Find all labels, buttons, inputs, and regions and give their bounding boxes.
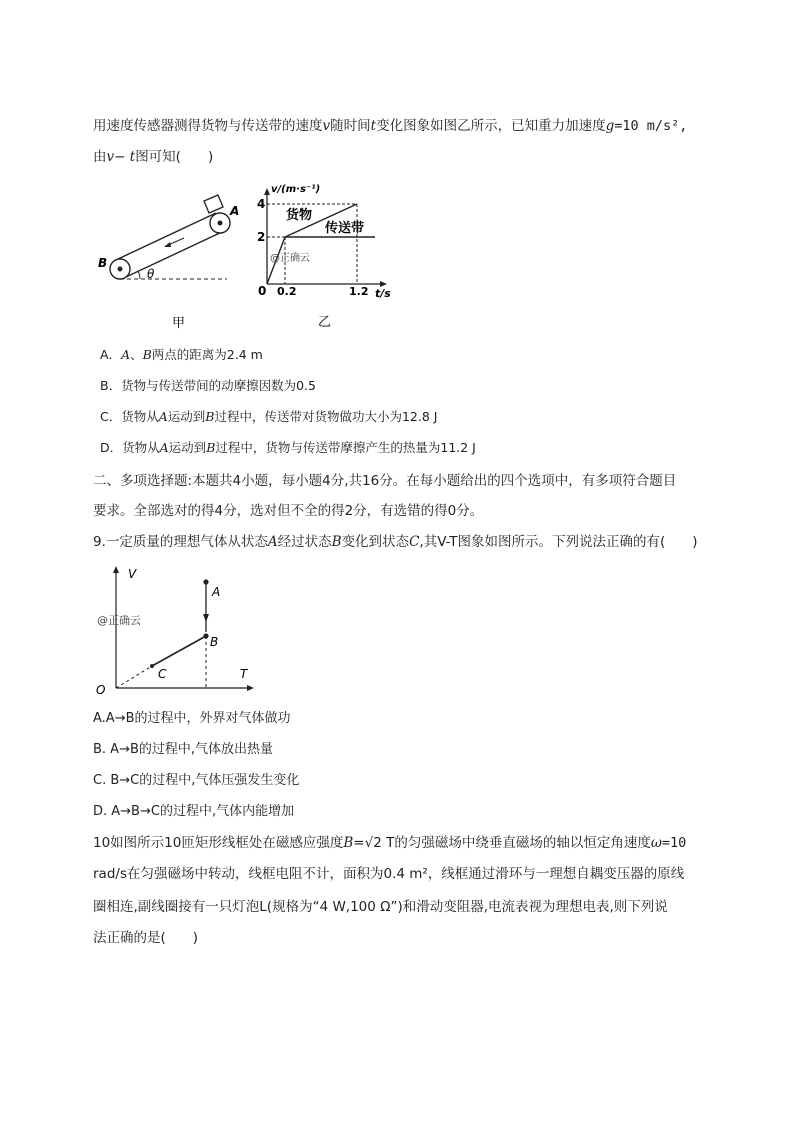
dashed-origin-to-c — [116, 666, 152, 688]
y-tick-2: 2 — [257, 230, 266, 244]
belt-bottom-edge — [126, 231, 224, 277]
option-text: 、 — [130, 347, 143, 362]
v-axis-arrow — [113, 566, 119, 573]
q10-var: B — [343, 835, 354, 851]
q8-text: 图可知( ) — [135, 149, 214, 165]
watermark: @正确云 — [270, 253, 310, 264]
q8-option-b: B．货物与传送带间的动摩擦因数为0.5 — [100, 378, 316, 393]
q8-text: 用速度传感器测得货物与传送带的速度 — [93, 118, 323, 134]
q9-option-d: D. A→B→C的过程中,气体内能增加 — [93, 804, 295, 819]
q8-var-v: v — [322, 118, 331, 134]
option-text: C．货物从 — [100, 409, 159, 424]
q10-text: 10如图所示10匝矩形线框处在磁感应强度 — [93, 835, 344, 851]
q8-var-g: g — [605, 118, 615, 134]
x-axis-label: t/s — [375, 287, 391, 300]
q9-var: C — [409, 534, 420, 550]
q10-text: =10 — [661, 835, 687, 851]
q8-option-a — [100, 346, 263, 364]
q9-option-a: A.A→B的过程中，外界对气体做功 — [93, 711, 291, 726]
arrow-a-to-b — [203, 614, 209, 622]
label-a: A — [230, 204, 240, 218]
path-b-to-c — [152, 636, 206, 666]
q10-line2: rad/s在匀强磁场中转动，线框电阻不计，面积为0.4 m²，线框通过滑环与一理想自耦变压器的原线 — [93, 866, 685, 882]
q8-text: 变化图象如图乙所示，已知重力加速度 — [376, 118, 606, 134]
q8-text: 随时间 — [330, 118, 371, 134]
point-c — [150, 664, 154, 668]
label-belt: 传送带 — [325, 221, 365, 236]
q10-text: =√2 T的匀强磁场中绕垂直磁场的轴以恒定角速度 — [353, 835, 651, 851]
q10-line1 — [93, 834, 686, 852]
option-var: A — [158, 409, 168, 424]
q10-line4: 法正确的是( ) — [93, 930, 199, 946]
option-text: 过程中，货物与传送带摩擦产生的热量为11.2 J — [215, 440, 476, 455]
q9-text: ,其V-T图象如图所示。下列说法正确的有( ) — [419, 534, 698, 550]
point-b — [203, 633, 208, 638]
caption-jia: 甲 — [172, 316, 186, 331]
point-b-label: B — [210, 635, 219, 649]
x-tick-0.2: 0.2 — [277, 285, 297, 298]
q8-var-t: t — [129, 149, 136, 165]
q9-text: 经过状态 — [277, 534, 332, 550]
q8-var-t: t — [370, 118, 377, 134]
section2-line2: 要求。全部选对的得4分，选对但不全的得2分，有选错的得0分。 — [93, 503, 484, 519]
q8-var-v: v — [106, 149, 115, 165]
belt-top-edge — [118, 213, 216, 259]
option-var: B — [142, 347, 152, 362]
y-tick-4: 4 — [257, 197, 266, 211]
q9-var: B — [331, 534, 342, 550]
figure-vt-state-graph — [92, 560, 262, 700]
option-var: A — [121, 347, 131, 362]
axis-v-label: V — [128, 567, 137, 581]
figure-vt-graph-yi — [253, 182, 403, 332]
y-axis-label: v/(m·s⁻¹) — [271, 184, 321, 195]
label-theta: θ — [147, 267, 155, 281]
q8-text: − — [114, 149, 130, 165]
q8-text: 由 — [93, 149, 107, 165]
q9-option-b: B. A→B的过程中,气体放出热量 — [93, 742, 274, 757]
option-text: 运动到 — [168, 440, 207, 455]
q9-option-c: C. B→C的过程中,气体压强发生变化 — [93, 773, 300, 788]
point-c-label: C — [158, 667, 167, 681]
q9-text: 9.一定质量的理想气体从状态 — [93, 534, 268, 550]
q8-intro-line2 — [93, 148, 213, 166]
option-text: 运动到 — [167, 409, 206, 424]
option-text: D．货物从 — [100, 440, 160, 455]
q10-var: ω — [650, 835, 662, 851]
q8-option-d — [100, 439, 476, 457]
option-text: A． — [100, 347, 122, 362]
q9-text: 变化到状态 — [341, 534, 410, 550]
option-var: A — [159, 440, 169, 455]
q8-option-c — [100, 408, 437, 426]
origin-o-label: O — [96, 683, 106, 697]
point-a-label: A — [212, 585, 221, 599]
x-tick-1.2: 1.2 — [349, 285, 369, 298]
section2-line1: 二、多项选择题:本题共4小题，每小题4分,共16分。在每小题给出的四个选项中，有多项符合题目 — [93, 473, 677, 489]
label-b: B — [98, 256, 108, 270]
angle-arc — [138, 271, 140, 279]
q9-stem — [93, 533, 698, 551]
option-text: 过程中，传送带对货物做功大小为12.8 J — [214, 409, 438, 424]
t-axis-arrow — [247, 685, 254, 691]
q9-var: A — [267, 534, 278, 550]
cargo-box — [204, 195, 223, 213]
axis-t-label: T — [240, 667, 248, 681]
motion-arrow-head — [164, 242, 171, 247]
q10-line3: 圈相连,副线圈接有一只灯泡L(规格为“4 W,100 Ω”)和滑动变阻器,电流表视为理想电表,则下列说 — [93, 899, 668, 915]
caption-yi: 乙 — [318, 315, 332, 330]
option-text: 两点的距离为2.4 m — [151, 347, 263, 362]
y-axis-arrow — [264, 188, 270, 195]
q8-intro-line1 — [93, 117, 687, 135]
roller-b-axle — [118, 267, 123, 272]
label-cargo: 货物 — [286, 208, 313, 223]
figure-conveyor-jia — [92, 185, 262, 335]
watermark: @正确云 — [97, 614, 141, 627]
origin-label: 0 — [258, 284, 267, 298]
q8-text: =10 m/s², — [614, 118, 688, 134]
roller-a-axle — [218, 221, 223, 226]
option-var: B — [206, 440, 216, 455]
option-var: B — [205, 409, 215, 424]
point-a — [203, 579, 208, 584]
